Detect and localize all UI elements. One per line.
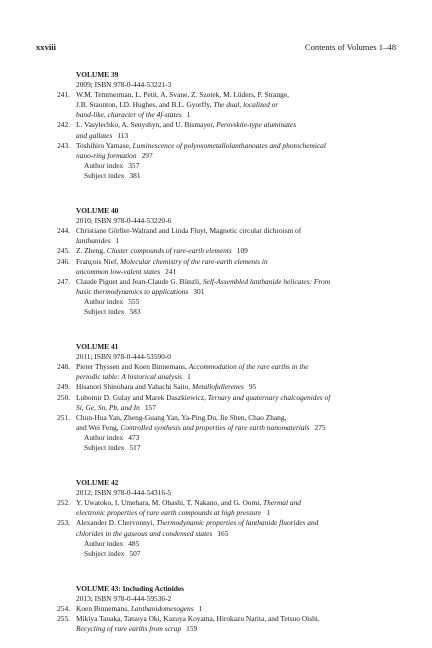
chapter-number: 250. (57, 392, 70, 402)
entry-line (76, 246, 406, 256)
chapter-entry (36, 246, 406, 256)
entry-authors-text: L. Vasylechko, A. Senyshyn, and U. Bismayer, (76, 120, 217, 130)
chapter-entry (36, 614, 406, 634)
author-index-label: Author index (84, 432, 124, 442)
chapter-title: nano-ring formation (76, 150, 137, 160)
entry-line (76, 257, 406, 267)
chapter-title: Thermal and (263, 498, 301, 508)
chapter-number: 254. (57, 604, 70, 614)
chapter-title: Molecular chemistry of the rare-earth elements in (120, 256, 268, 266)
volume-section (36, 584, 406, 634)
chapter-start-page: 165 (217, 528, 229, 538)
entry-line (76, 277, 406, 287)
chapter-number: 246. (57, 256, 70, 266)
chapter-entry (36, 120, 406, 140)
entry-authors-text: Y. Uwatoko, I. Umehara, M. Ohashi, T. Nakano, and G. Oomi, (76, 498, 263, 508)
chapter-number: 252. (57, 498, 70, 508)
entry-authors-text: Christiane Görller-Walrand and Linda Fluyt, Magnetic circular dichroism of (76, 226, 302, 236)
entry-authors-text: Chun-Hua Yan, Zheng-Guang Yan, Ya-Ping Du, Jie Shen, Chao Zhang, (76, 412, 287, 422)
chapter-start-page: 113 (117, 130, 129, 140)
entry-authors-text: François Nief, (76, 256, 121, 266)
entry-line (76, 131, 406, 141)
subject-index-page: 583 (129, 306, 141, 316)
chapter-number: 248. (57, 362, 70, 372)
chapter-title: Metallofullerenes (191, 382, 244, 392)
subject-index-label: Subject index (84, 443, 125, 452)
entry-line (76, 604, 406, 614)
chapter-title: and gallates (76, 130, 113, 140)
chapter-title: Recycling of rare earths from scrap (76, 624, 182, 634)
chapter-entry (36, 413, 406, 433)
volume-year-isbn: 2011; ISBN 978-0-444-53590-0 (76, 352, 171, 362)
entry-line (76, 141, 406, 151)
volume-year-isbn: 2012; ISBN 978-0-444-54316-5 (76, 488, 172, 498)
entry-authors-text: Claude Piguet and Jean-Claude G. Bünzli, (76, 276, 203, 286)
chapter-start-page: 301 (193, 286, 205, 296)
volume-section (36, 206, 406, 317)
chapter-start-page: 1 (266, 508, 271, 518)
volume-section (36, 478, 406, 559)
volume-title: VOLUME 39 (76, 70, 119, 79)
chapter-number: 249. (57, 382, 70, 392)
subject-index-label: Subject index (84, 306, 125, 316)
chapter-start-page: 159 (186, 624, 198, 634)
entry-line (76, 90, 406, 100)
chapter-number: 253. (57, 518, 70, 528)
chapter-start-page: 1 (115, 236, 120, 246)
chapter-number: 255. (57, 614, 70, 624)
chapter-entry (36, 362, 406, 382)
entry-line (76, 287, 406, 297)
entry-line (76, 372, 406, 382)
entry-authors-text: Z. Zheng, (76, 246, 107, 256)
author-index-row (36, 297, 406, 307)
volume-title: VOLUME 42 (76, 478, 119, 488)
entry-authors-text: J.B. Staunton, I.D. Hughes, and B.L. Gyorffy, (76, 100, 214, 110)
chapter-entry (36, 382, 406, 392)
author-index-label: Author index (84, 160, 124, 170)
entry-line (76, 403, 406, 413)
subject-index-row (36, 171, 406, 181)
entry-authors-text: Toshihiro Yamase, (76, 140, 133, 150)
chapter-number: 245. (57, 246, 70, 256)
volume-year-isbn: 2013; ISBN 978-0-444-59536-2 (76, 593, 172, 603)
entry-line (76, 362, 406, 372)
volume-section (36, 342, 406, 453)
chapter-title: band-like, character of the 4f-states (76, 110, 182, 120)
author-index-page: 473 (128, 432, 140, 442)
author-index-page: 357 (128, 160, 140, 170)
entry-line (76, 529, 406, 539)
author-index-label: Author index (84, 296, 124, 306)
volume-year-isbn: 2010; ISBN 978-0-444-53220-6 (76, 216, 172, 226)
author-index-row (36, 161, 406, 171)
author-index-row (36, 433, 406, 443)
author-index-page: 555 (128, 296, 140, 306)
entry-line (76, 413, 406, 423)
entry-line (76, 236, 406, 246)
chapter-number: 242. (57, 120, 70, 130)
subject-index-page: 507 (129, 548, 141, 558)
entry-authors-text: Alexander D. Chervonnyi, (76, 518, 157, 528)
entry-authors-text: and Wei Feng, (76, 422, 121, 432)
chapter-title: Controlled synthesis and properties of rare earth nanomaterials (120, 422, 310, 432)
chapter-start-page: 275 (314, 422, 326, 432)
chapter-number: 241. (57, 90, 70, 100)
chapter-number: 247. (57, 276, 70, 286)
chapter-start-page: 1 (198, 604, 203, 614)
entry-line (76, 267, 406, 277)
chapter-title: Perovskite-type aluminates (216, 120, 297, 130)
entry-authors-text: Pieter Thyssen and Koen Binnemans, (76, 362, 189, 372)
chapter-title: Accommodation of the rare earths in the (188, 362, 309, 372)
entry-line (76, 151, 406, 161)
entry-authors-text: Hisanori Shinohara and Yahachi Saito, (76, 382, 192, 392)
entry-line (76, 498, 406, 508)
volume-section (36, 70, 406, 181)
running-header (36, 42, 396, 56)
running-title: Contents of Volumes 1–48 (304, 42, 396, 52)
chapter-title: uncommon low-valent states (76, 266, 161, 276)
entry-line (76, 518, 406, 528)
author-index-page: 485 (128, 538, 140, 548)
chapter-start-page: 95 (248, 382, 257, 392)
entry-line (76, 393, 406, 403)
chapter-start-page: 241 (165, 266, 177, 276)
chapter-number: 251. (57, 412, 70, 422)
chapter-start-page: 1 (186, 110, 191, 120)
chapter-title: Luminescence of polyoxometallolanthanoates and photochemical (132, 140, 326, 150)
entry-line (76, 614, 406, 624)
subject-index-row (36, 307, 406, 317)
author-index-row (36, 539, 406, 549)
entry-line (76, 226, 406, 236)
chapter-entry (36, 518, 406, 538)
chapter-title: Lanthanidomesogens (130, 604, 194, 614)
chapter-entry (36, 257, 406, 277)
chapter-title: Thermodynamic properties of lanthanide fluorides and (156, 518, 319, 528)
subject-index-page: 517 (129, 443, 141, 452)
chapter-title: electronic properties of rare earth compounds at high pressure (76, 508, 262, 518)
subject-index-label: Subject index (84, 170, 125, 180)
entry-authors-text: Koen Binnemans, (76, 604, 131, 614)
chapter-title: The dual, localized or (213, 100, 279, 110)
contents-list (36, 70, 406, 634)
chapter-title: lanthanides (76, 236, 111, 246)
entry-line (76, 508, 406, 518)
volume-year-isbn: 2009; ISBN 978-0-444-53221-3 (76, 80, 172, 90)
entry-line (76, 382, 406, 392)
chapter-entry (36, 277, 406, 297)
chapter-number: 244. (57, 226, 70, 236)
chapter-number: 243. (57, 140, 70, 150)
subject-index-page: 381 (129, 170, 141, 180)
author-index-label: Author index (84, 538, 124, 548)
chapter-title: periodic table: A historical analysis (76, 372, 183, 382)
chapter-entry (36, 498, 406, 518)
chapter-start-page: 157 (144, 402, 156, 412)
chapter-title: chlorides in the gaseous and condensed states (76, 528, 213, 538)
chapter-title: Cluster compounds of rare-earth elements (106, 246, 232, 256)
entry-authors-text: W.M. Temmerman, L. Petit, A. Svane, Z. Szotek, M. Lüders, P. Strange, (76, 90, 289, 100)
page-number: xxviii (36, 42, 57, 52)
volume-title: VOLUME 43: Including Actinides (76, 583, 185, 593)
subject-index-row (36, 549, 406, 559)
chapter-entry (36, 604, 406, 614)
entry-line (76, 423, 406, 433)
chapter-entry (36, 226, 406, 246)
chapter-entry (36, 141, 406, 161)
chapter-entry (36, 393, 406, 413)
entry-authors-text: Mikiya Tanaka, Tatsuya Oki, Kazuya Koyama, Hirokazu Narita, and Tetsuo Oishi, (76, 614, 320, 624)
chapter-start-page: 1 (187, 372, 191, 382)
entry-line (76, 100, 406, 110)
subject-index-label: Subject index (84, 548, 125, 558)
subject-index-row (36, 443, 406, 453)
entry-line (76, 624, 406, 634)
volume-title: VOLUME 41 (76, 342, 119, 352)
chapter-title: basic thermodynamics to applications (76, 286, 189, 296)
chapter-start-page: 297 (141, 150, 153, 160)
chapter-entry (36, 90, 406, 120)
chapter-title: Self-Assembled lanthanide helicates: From (202, 276, 331, 286)
entry-authors-text: Lubomir D. Gulay and Marek Daszkiewicz, (76, 392, 208, 402)
entry-line (76, 120, 406, 130)
entry-line (76, 110, 406, 120)
chapter-start-page: 109 (236, 246, 248, 256)
chapter-title: Ternary and quaternary chalcogenides of (207, 392, 331, 402)
chapter-title: Si, Ge, Sn, Pb, and In (76, 402, 140, 412)
volume-title: VOLUME 40 (76, 206, 119, 216)
